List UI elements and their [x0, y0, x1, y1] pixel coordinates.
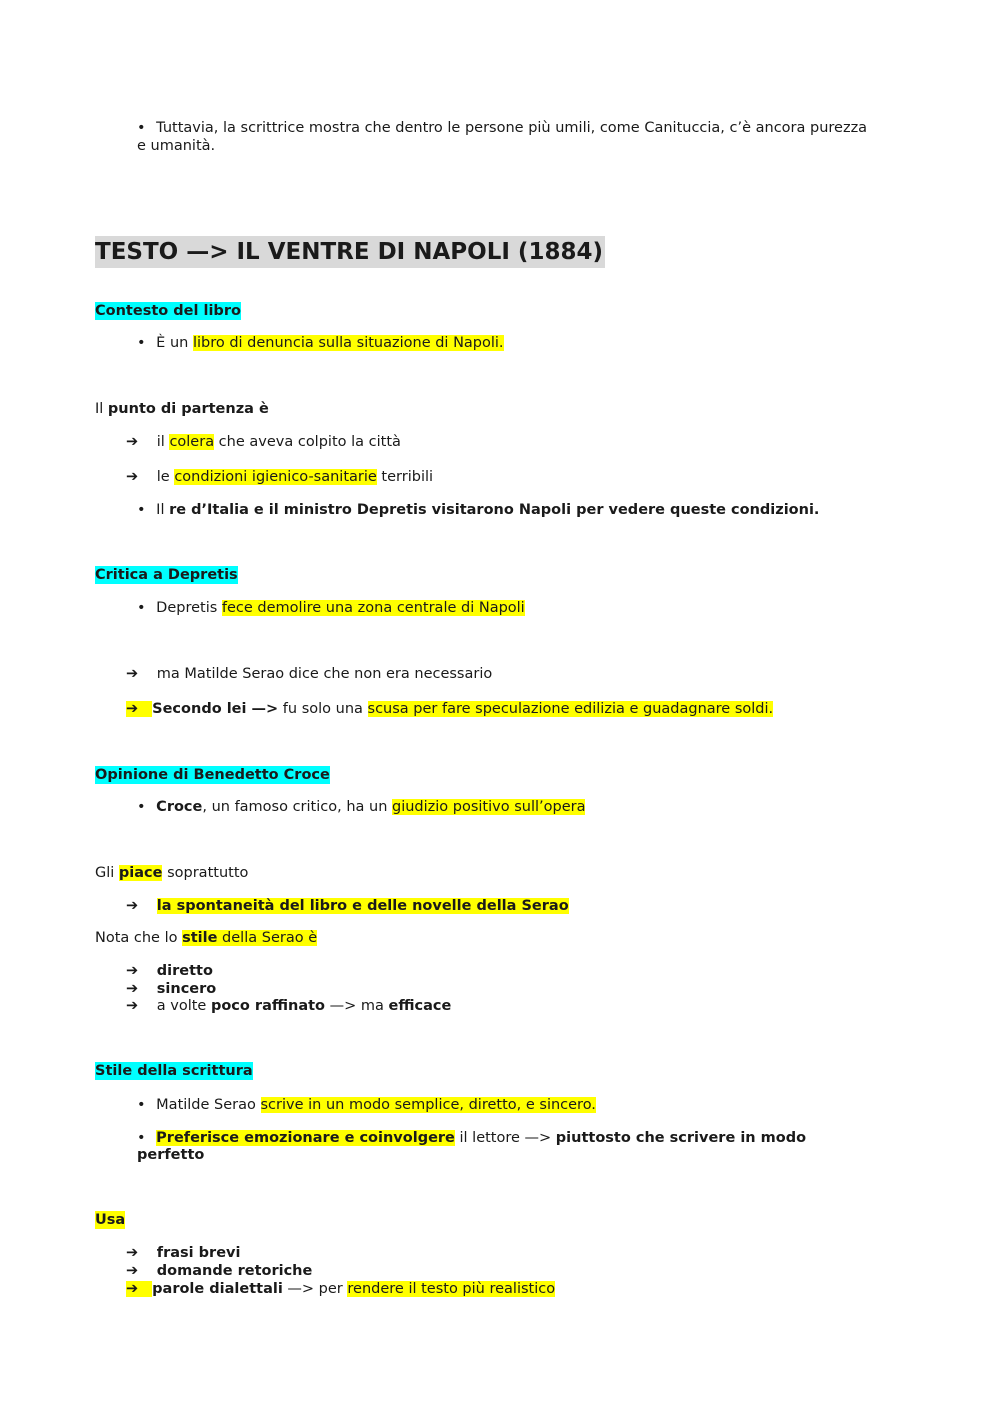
list-item: • Matilde Serao scrive in un modo semplice, diretto, e sincero. [137, 1097, 596, 1113]
bullet-icon: • [137, 335, 146, 351]
bullet-icon: • [137, 799, 146, 815]
arrow-icon: ➔ [126, 898, 139, 914]
arrow-item: ➔ diretto [126, 963, 213, 979]
arrow-item: ➔ frasi brevi [126, 1245, 241, 1261]
bullet-icon: • [137, 1130, 146, 1146]
list-item: • Il re d’Italia e il ministro Depretis visitarono Napoli per vedere queste condizioni. [137, 502, 820, 518]
paragraph-partenza: Il punto di partenza è [95, 401, 269, 417]
section-heading-contesto: Contesto del libro [95, 303, 241, 319]
section-heading-usa: Usa [95, 1212, 126, 1228]
arrow-icon: ➔ [126, 666, 139, 682]
list-item: • È un libro di denuncia sulla situazione di Napoli. [137, 335, 504, 351]
arrow-item: ➔ il colera che aveva colpito la città [126, 434, 401, 450]
intro-bullet-line [137, 119, 867, 137]
bullet-icon: • [137, 120, 146, 136]
arrow-icon: ➔ [126, 1245, 139, 1261]
arrow-item: ➔ a volte poco raffinato —> ma efficace [126, 998, 452, 1014]
arrow-icon: ➔ [126, 701, 152, 717]
arrow-item: ➔ ma Matilde Serao dice che non era necessario [126, 666, 493, 682]
arrow-icon: ➔ [126, 469, 139, 485]
intro-text-line2: e umanità. [137, 138, 216, 154]
arrow-icon: ➔ [126, 963, 139, 979]
arrow-icon: ➔ [126, 998, 139, 1014]
section-heading-croce: Opinione di Benedetto Croce [95, 767, 330, 783]
bullet-icon: • [137, 502, 146, 518]
arrow-icon: ➔ [126, 434, 139, 450]
arrow-item: ➔ le condizioni igienico-sanitarie terribili [126, 469, 434, 485]
arrow-icon: ➔ [126, 981, 139, 997]
intro-text-line1: Tuttavia, la scrittrice mostra che dentro le persone più umili, come Canituccia, c’è ancora purezza [156, 120, 868, 136]
arrow-item: ➔ domande retoriche [126, 1263, 313, 1279]
arrow-icon: ➔ [126, 1263, 139, 1279]
list-item: • Preferisce emozionare e coinvolgere il lettore —> piuttosto che scrivere in modo [137, 1130, 807, 1146]
section-heading-critica: Critica a Depretis [95, 567, 238, 583]
bullet-icon: • [137, 600, 146, 616]
list-item-continuation: perfetto [137, 1147, 205, 1163]
paragraph-nota: Nota che lo stile della Serao è [95, 930, 318, 946]
arrow-icon: ➔ [126, 1281, 152, 1297]
list-item: • Depretis fece demolire una zona centrale di Napoli [137, 600, 525, 616]
arrow-item: ➔ sincero [126, 981, 217, 997]
arrow-item: ➔ parole dialettali —> per rendere il testo più realistico [126, 1281, 556, 1297]
page-title: TESTO —> IL VENTRE DI NAPOLI (1884) [95, 236, 605, 268]
arrow-item: ➔ Secondo lei —> fu solo una scusa per fare speculazione edilizia e guadagnare soldi. [126, 701, 774, 717]
bullet-icon: • [137, 1097, 146, 1113]
arrow-item: ➔ la spontaneità del libro e delle novelle della Serao [126, 898, 569, 914]
paragraph-piace: Gli piace soprattutto [95, 865, 249, 881]
list-item: • Croce, un famoso critico, ha un giudizio positivo sull’opera [137, 799, 586, 815]
section-heading-stile: Stile della scrittura [95, 1063, 253, 1079]
